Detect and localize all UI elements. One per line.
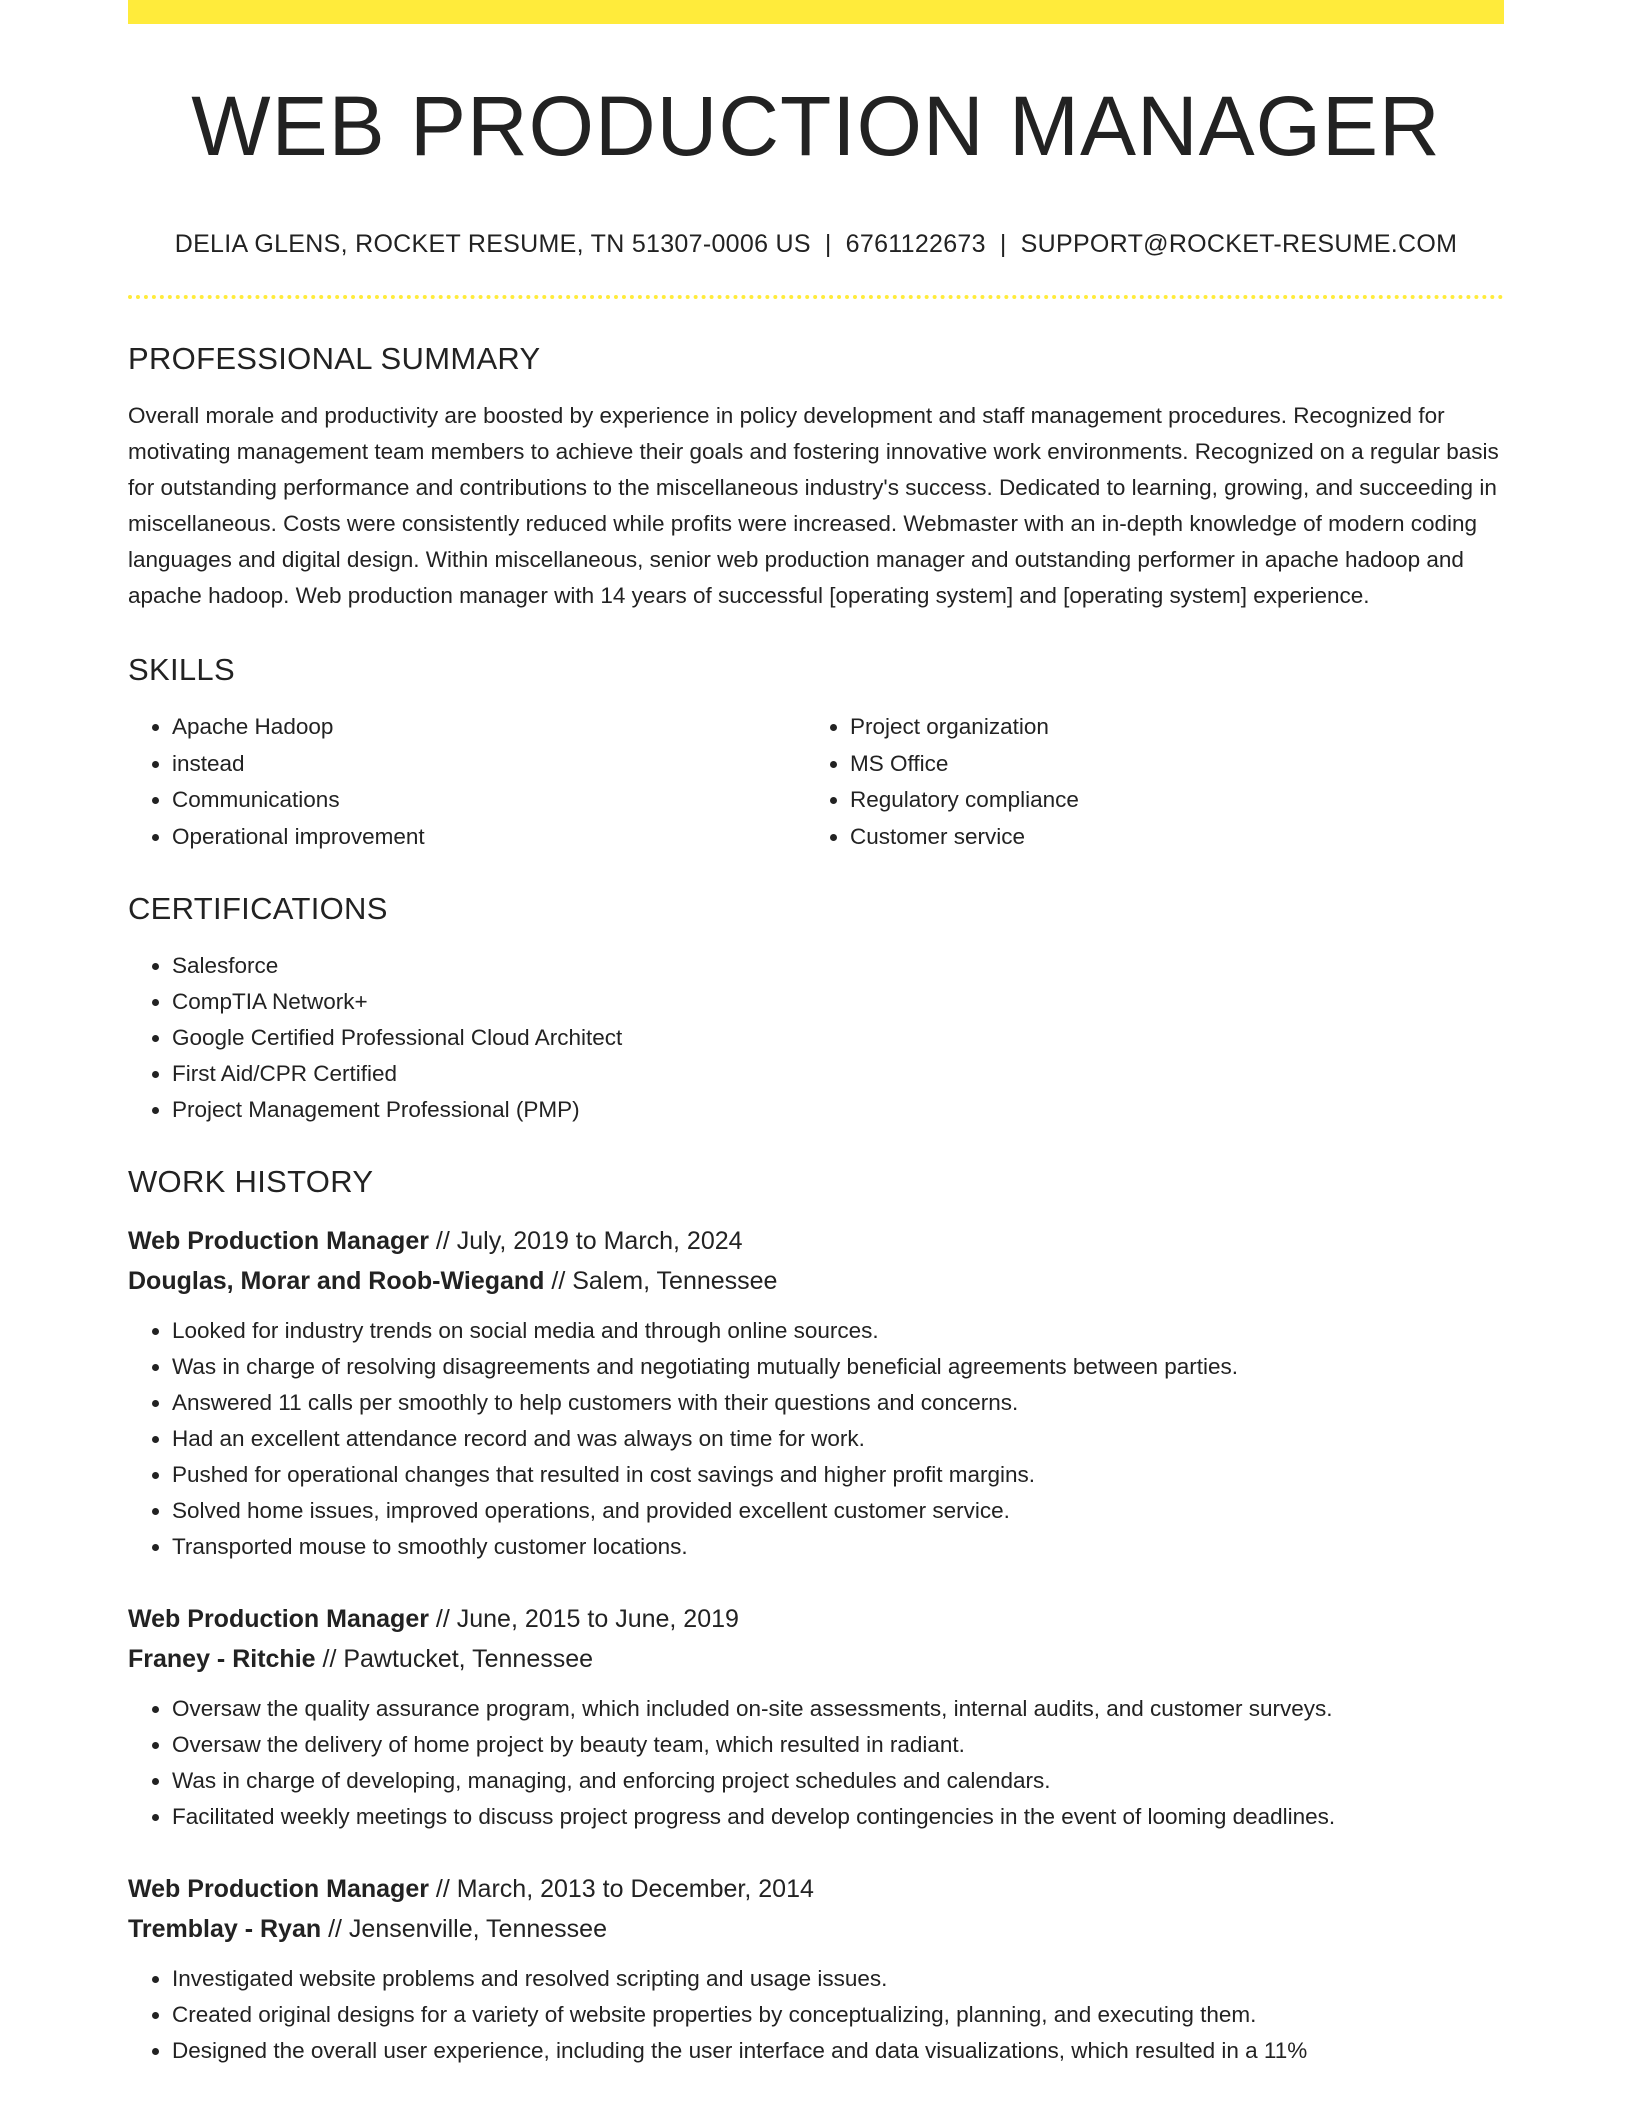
job-duty-item: • Was in charge of developing, managing, and enforcing project schedules and calendars. (172, 1763, 1504, 1799)
job-duty-item: • Investigated website problems and resolved scripting and usage issues. (172, 1961, 1504, 1997)
contact-phone: 6761122673 (845, 230, 986, 258)
job-duty-item: • Solved home issues, improved operations, and provided excellent customer service. (172, 1493, 1504, 1529)
job-company: Franey - Ritchie (128, 1645, 316, 1673)
job-location: // Salem, Tennessee (544, 1267, 778, 1295)
job-company-line (128, 1261, 1504, 1301)
job-role-line (128, 1869, 1504, 1909)
job-company: Tremblay - Ryan (128, 1915, 322, 1943)
summary-text: Overall morale and productivity are boosted by experience in policy development and staff management procedures. Recognized for motivating management team members to achieve their goals and fostering innovative work environments. Recognized on a regular basis for outstanding performance and contributions to the miscellaneous industry's success. Dedicated to learning, growing, and succeeding in miscellaneous. Costs were consistently reduced while profits were increased. Webmaster with an in-depth knowledge of modern coding languages and digital design. Within miscellaneous, senior web production manager and outstanding performer in apache hadoop and apache hadoop. Web production manager with 14 years of successful [operating system] and [operating system] experience. (128, 403, 1499, 608)
job-duty-item: • Oversaw the delivery of home project by beauty team, which resulted in radiant. (172, 1727, 1504, 1763)
skill-item: • instead (172, 746, 806, 783)
job-dates: // March, 2013 to December, 2014 (428, 1875, 814, 1903)
skill-item: • MS Office (850, 746, 1484, 783)
job-dates: // July, 2019 to March, 2024 (428, 1227, 743, 1255)
skills-heading: SKILLS (128, 652, 235, 687)
job-duties-list (128, 1961, 1504, 2069)
job-company-line (128, 1909, 1504, 1949)
accent-top-bar (128, 0, 1504, 24)
job-duty-item: • Designed the overall user experience, including the user interface and data visualizations, which resulted in a 11% (172, 2033, 1504, 2069)
contact-separator: | (824, 230, 832, 258)
certification-item: • CompTIA Network+ (172, 984, 1504, 1020)
certifications-list (128, 948, 1504, 1128)
skill-item: • Communications (172, 782, 806, 819)
skill-item: • Operational improvement (172, 819, 806, 856)
job-location: // Pawtucket, Tennessee (315, 1645, 594, 1673)
certification-item: • Project Management Professional (PMP) (172, 1092, 1504, 1128)
job-duty-item: • Answered 11 calls per smoothly to help customers with their questions and concerns. (172, 1385, 1504, 1421)
job-entry (128, 1221, 1504, 1565)
job-entry (128, 1599, 1504, 1835)
skill-item: • Customer service (850, 819, 1484, 856)
job-company-line (128, 1639, 1504, 1679)
summary-heading: PROFESSIONAL SUMMARY (128, 341, 541, 376)
resume-title: WEB PRODUCTION MANAGER (191, 79, 1441, 173)
certification-item: • First Aid/CPR Certified (172, 1056, 1504, 1092)
job-duty-item: • Transported mouse to smoothly customer locations. (172, 1529, 1504, 1565)
skills-grid (128, 709, 1504, 855)
job-company: Douglas, Morar and Roob-Wiegand (128, 1267, 545, 1295)
job-role-line (128, 1221, 1504, 1261)
job-duty-item: • Pushed for operational changes that resulted in cost savings and higher profit margins. (172, 1457, 1504, 1493)
job-duty-item: • Had an excellent attendance record and was always on time for work. (172, 1421, 1504, 1457)
contact-separator: | (999, 230, 1007, 258)
job-duty-item: • Oversaw the quality assurance program, which included on-site assessments, internal audits, and customer surveys. (172, 1691, 1504, 1727)
contact-email: SUPPORT@ROCKET-RESUME.COM (1020, 230, 1458, 258)
certification-item: • Google Certified Professional Cloud Architect (172, 1020, 1504, 1056)
resume-page (128, 0, 1504, 2069)
dotted-divider (128, 295, 1504, 299)
certifications-heading: CERTIFICATIONS (128, 891, 388, 926)
skills-right-list (806, 709, 1484, 855)
job-dates: // June, 2015 to June, 2019 (428, 1605, 739, 1633)
job-duty-item: • Was in charge of resolving disagreements and negotiating mutually beneficial agreements between parties. (172, 1349, 1504, 1385)
job-duties-list (128, 1313, 1504, 1565)
skill-item: • Apache Hadoop (172, 709, 806, 746)
contact-address: DELIA GLENS, ROCKET RESUME, TN 51307-0006 US (174, 230, 811, 258)
job-duty-item: • Looked for industry trends on social media and through online sources. (172, 1313, 1504, 1349)
job-duty-item: • Created original designs for a variety of website properties by conceptualizing, planning, and executing them. (172, 1997, 1504, 2033)
contact-line (128, 230, 1504, 259)
job-location: // Jensenville, Tennessee (321, 1915, 607, 1943)
job-role: Web Production Manager (128, 1227, 429, 1255)
skills-left-list (128, 709, 806, 855)
work-history-heading: WORK HISTORY (128, 1164, 374, 1199)
job-role: Web Production Manager (128, 1875, 429, 1903)
skill-item: • Regulatory compliance (850, 782, 1484, 819)
skill-item: • Project organization (850, 709, 1484, 746)
certification-item: • Salesforce (172, 948, 1504, 984)
job-entry (128, 1869, 1504, 2069)
job-role: Web Production Manager (128, 1605, 429, 1633)
job-duty-item: • Facilitated weekly meetings to discuss project progress and develop contingencies in the event of looming deadlines. (172, 1799, 1504, 1835)
job-duties-list (128, 1691, 1504, 1835)
job-role-line (128, 1599, 1504, 1639)
